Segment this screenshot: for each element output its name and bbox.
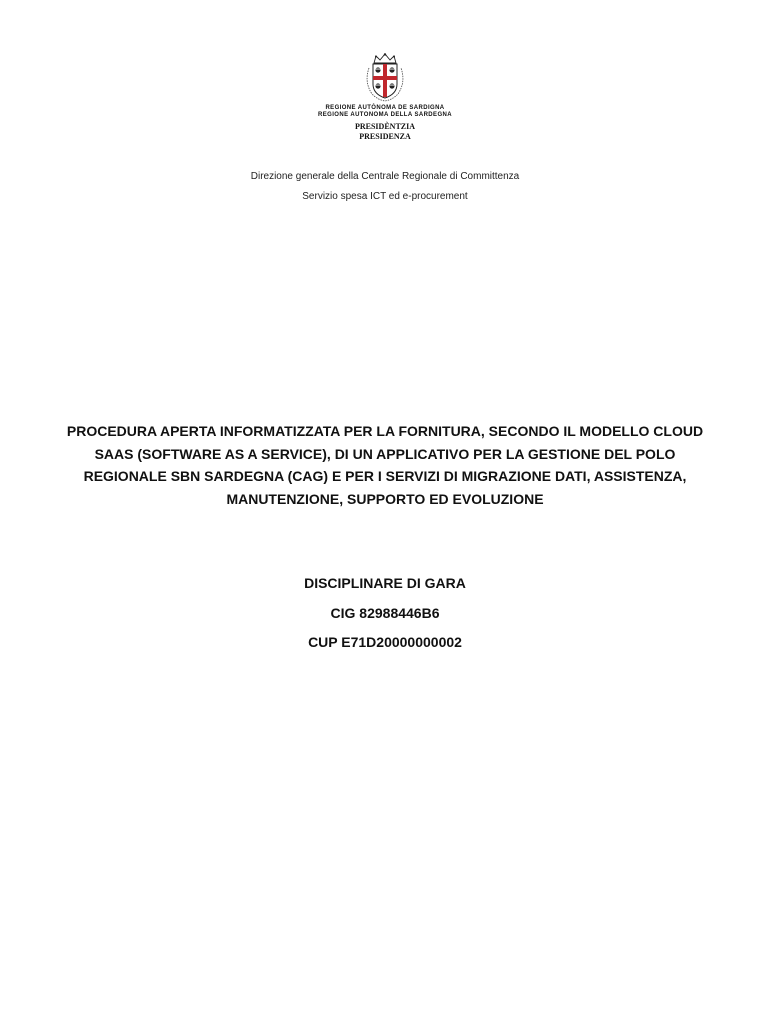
document-title: PROCEDURA APERTA INFORMATIZZATA PER LA FORNITURA, SECONDO IL MODELLO CLOUD SAAS (SOFTWARE AS A SERVICE), DI UN APPLICATIVO PER LA GESTIONE DEL POLO REGIONALE SBN SARDEGNA (CAG) E PER I SERVIZI DI MIGRAZIONE DATI, ASSISTENZA, MANUTENZIONE, SUPPORTO ED EVOLUZIONE	[66, 423, 704, 507]
cig-code: CIG 82988446B6	[330, 605, 440, 621]
sardinia-coat-of-arms-icon	[362, 52, 408, 102]
presidenza-italian: PRESIDENZA	[359, 132, 411, 141]
direction-name: Direzione generale della Centrale Regionale di Committenza	[250, 171, 520, 182]
document-type: DISCIPLINARE DI GARA	[304, 575, 466, 591]
service-name: Servizio spesa ICT ed e-procurement	[302, 191, 468, 202]
region-name-sardo: REGIONE AUTÒNOMA DE SARDIGNA	[325, 105, 445, 111]
region-name-italian: REGIONE AUTONOMA DELLA SARDEGNA	[318, 112, 452, 118]
presidenza-sardo: PRESIDÈNTZIA	[354, 122, 415, 131]
document-header	[0, 52, 770, 142]
cup-code: CUP E71D20000000002	[308, 634, 462, 650]
